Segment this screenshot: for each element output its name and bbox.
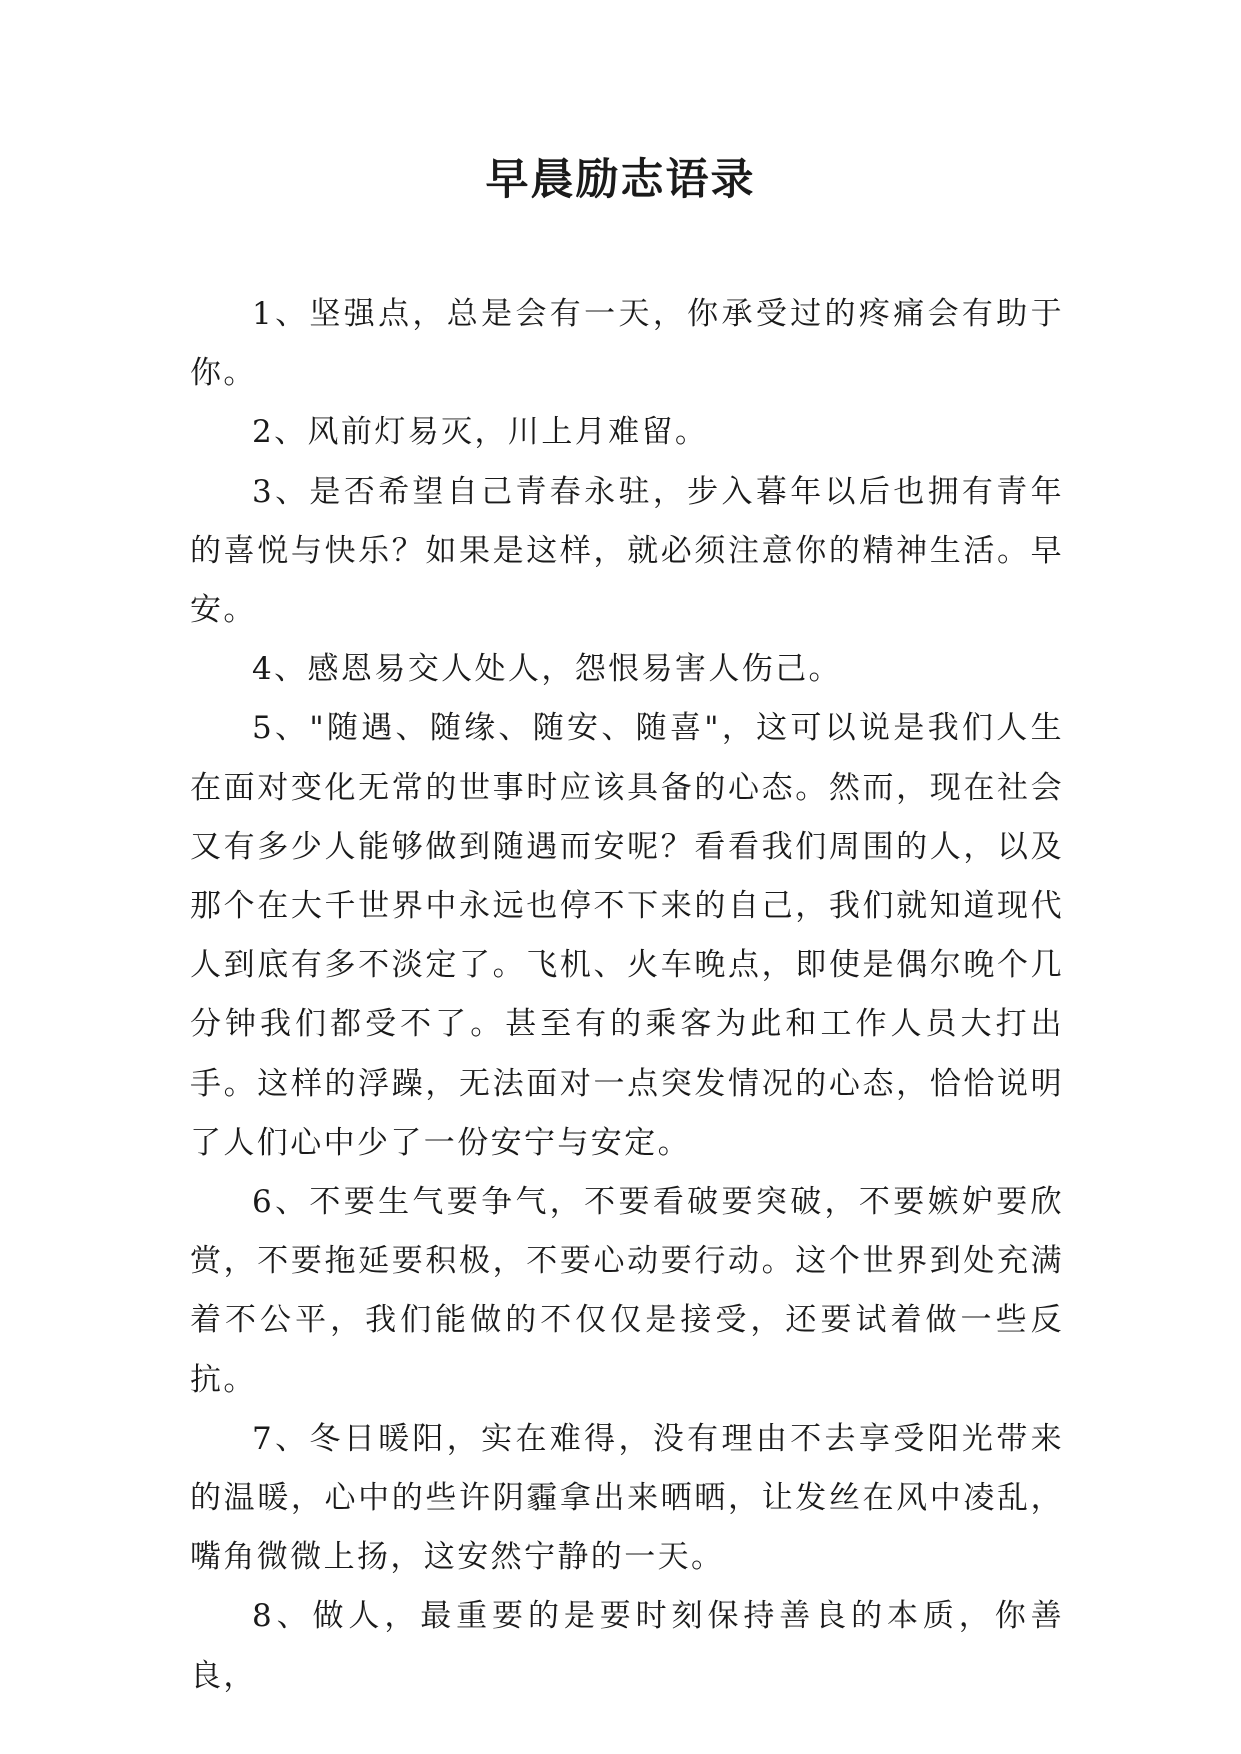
paragraph-4: 4、感恩易交人处人，怨恨易害人伤己。 xyxy=(252,651,842,688)
paragraph-1: 1、坚强点，总是会有一天，你承受过的疼痛会有助于你。 xyxy=(190,296,1064,392)
paragraph-6: 6、不要生气要争气，不要看破要突破，不要嫉妒要欣赏，不要拖延要积极，不要心动要行动。这个世界到处充满着不公平，我们能做的不仅仅是接受，还要试着做一些反抗。 xyxy=(190,1184,1064,1398)
paragraph-5: 5、"随遇、随缘、随安、随喜"，这可以说是我们人生在面对变化无常的世事时应该具备的心态。然而，现在社会又有多少人能够做到随遇而安呢？看看我们周围的人，以及那个在大千世界中永远也停不下来的自己，我们就知道现代人到底有多不淡定了。飞机、火车晚点，即使是偶尔晚个几分钟我们都受不了。甚至有的乘客为此和工作人员大打出手。这样的浮躁，无法面对一点突发情况的心态，恰恰说明了人们心中少了一份安宁与安定。 xyxy=(190,710,1064,1161)
paragraph-2: 2、风前灯易灭，川上月难留。 xyxy=(252,414,709,451)
paragraph-7: 7、冬日暖阳，实在难得，没有理由不去享受阳光带来的温暖，心中的些许阴霾拿出来晒晒，让发丝在风中凌乱，嘴角微微上扬，这安然宁静的一天。 xyxy=(190,1420,1064,1576)
document-body xyxy=(190,285,1064,1706)
paragraph-8: 8、做人，最重要的是要时刻保持善良的本质，你善良， xyxy=(190,1598,1064,1694)
paragraph-3: 3、是否希望自己青春永驻，步入暮年以后也拥有青年的喜悦与快乐？如果是这样，就必须注意你的精神生活。早安。 xyxy=(190,473,1064,629)
document-title: 早晨励志语录 xyxy=(485,155,756,205)
